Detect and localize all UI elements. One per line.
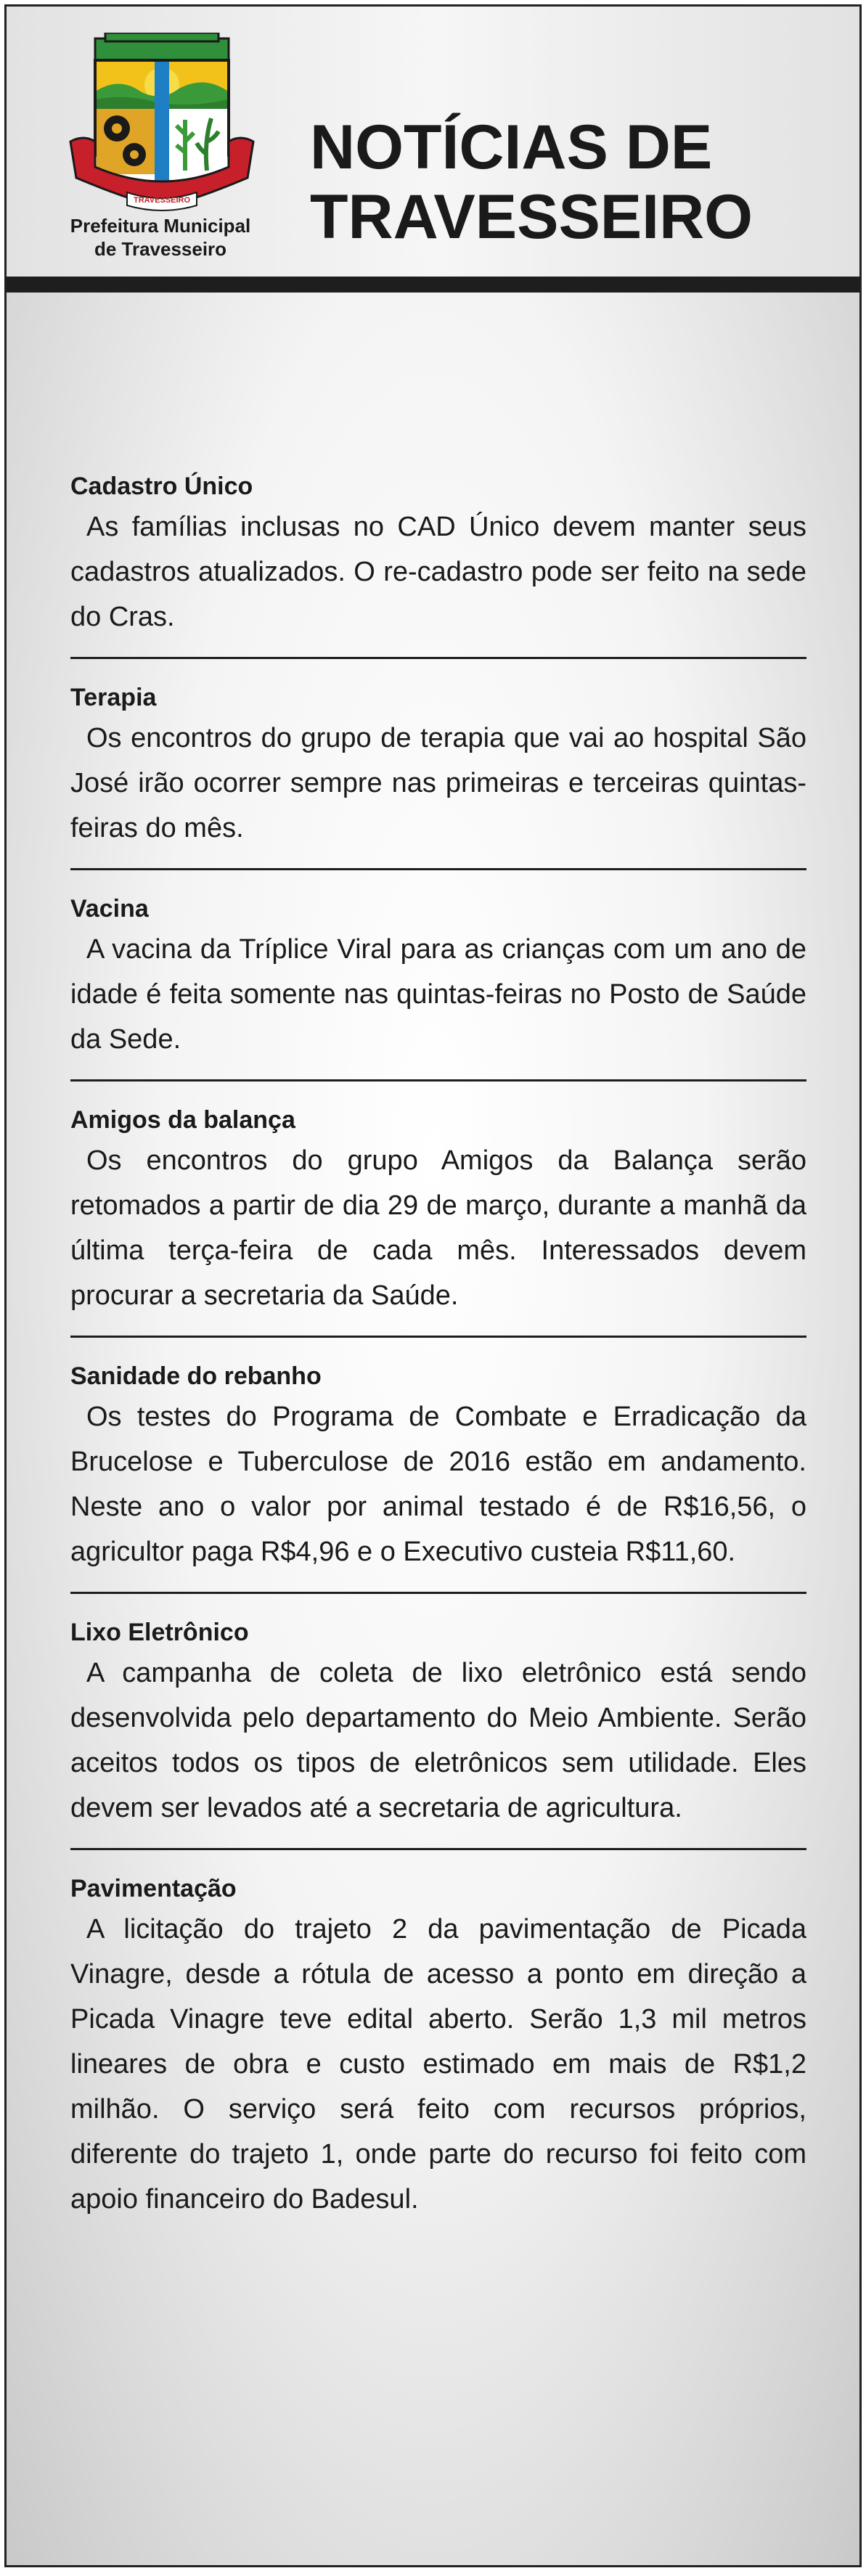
news-item-body: A vacina da Tríplice Viral para as crianças com um ano de idade é feita somente nas quintas-feiras no Posto de Saúde da Sede.: [70, 934, 806, 1055]
news-item-body: Os testes do Programa de Combate e Erradicação da Brucelose e Tuberculose de 2016 estão em andamento. Neste ano o valor por animal testado é de R$16,56, o agricultor paga R$4,96 e o Executivo custeia R$11,60.: [70, 1402, 806, 1567]
title-line-1: NOTÍCIAS DE: [310, 113, 713, 182]
logo-subname: de Travesseiro: [94, 238, 227, 260]
title-line-2: TRAVESSEIRO: [310, 182, 753, 252]
news-item-title: Pavimentação: [70, 1875, 237, 1902]
news-item-title: Cadastro Único: [70, 473, 253, 500]
news-item-title: Amigos da balança: [70, 1106, 295, 1134]
news-item-title: Terapia: [70, 684, 157, 711]
news-item-body: Os encontros do grupo de terapia que vai ao hospital São José irão ocorrer sempre nas primeiras e terceiras quintas-feiras do mês.: [70, 723, 806, 843]
newspaper-page: [4, 4, 862, 2567]
news-item-pavimentacao: [70, 1848, 806, 2239]
news-item-title: Sanidade do rebanho: [70, 1362, 322, 1390]
news-item-sanidade-do-rebanho: [70, 1336, 806, 1592]
page-title: [310, 113, 753, 252]
header: [7, 7, 859, 277]
news-item-lixo-eletronico: [70, 1592, 806, 1848]
header-divider-bar: [7, 277, 859, 293]
news-item-vacina: [70, 868, 806, 1079]
news-item-body: A licitação do trajeto 2 da pavimentação de Picada Vinagre, desde a rótula de acesso a ponto em direção a Picada Vinagre teve edital aberto. Serão 1,3 mil metros lineares de obra e custo estimado em mais de R$1,2 milhão. O serviço será feito com recursos próprios, diferente do trajeto 1, onde parte do recurso foi feito com apoio financeiro do Badesul.: [70, 1914, 806, 2215]
news-item-title: Lixo Eletrônico: [70, 1619, 249, 1646]
news-item-amigos-da-balanca: [70, 1079, 806, 1336]
coat-of-arms-icon: [69, 33, 255, 214]
news-item-terapia: [70, 657, 806, 868]
news-item-body: Os encontros do grupo Amigos da Balança serão retomados a partir de dia 29 de março, durante a manhã da última terça-feira de cada mês. Interessados devem procurar a secretaria da Saúde.: [70, 1145, 806, 1311]
news-item-body: A campanha de coleta de lixo eletrônico está sendo desenvolvida pelo departamento do Meio Ambiente. Serão aceitos todos os tipos de eletrônicos sem utilidade. Eles devem ser levados até a secretaria de agricultura.: [70, 1658, 806, 1823]
logo-caption: [52, 214, 269, 261]
logo-name: Prefeitura Municipal: [70, 215, 251, 237]
news-item-cadastro-unico: [70, 471, 806, 657]
seal-ribbon-text: TRAVESSEIRO: [133, 196, 191, 205]
municipal-logo: [52, 33, 269, 265]
news-item-title: Vacina: [70, 895, 149, 923]
news-list: [70, 471, 806, 2239]
news-item-body: As famílias inclusas no CAD Único devem manter seus cadastros atualizados. O re-cadastro pode ser feito na sede do Cras.: [70, 512, 806, 632]
